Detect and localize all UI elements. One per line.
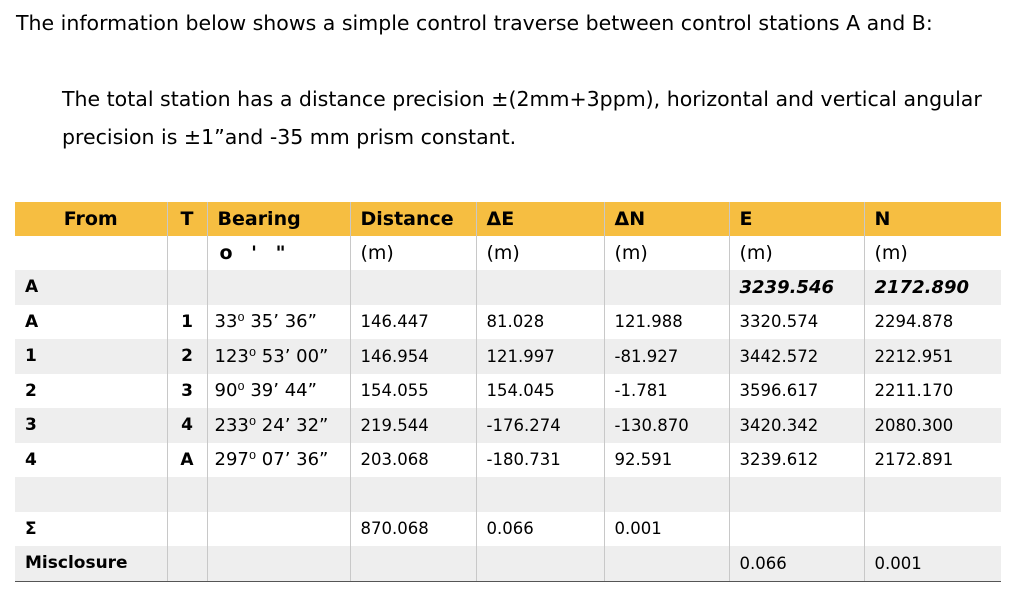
unit-t [167, 236, 207, 270]
instrument-details-paragraph: The total station has a distance precision ±(2mm+3ppm), horizontal and vertical angular precision is ±1”and -35 mm prism constant. [62, 87, 982, 149]
sum-row [15, 512, 1001, 547]
header-row [15, 202, 1001, 236]
table-row: A 1 33⁰ 35’ 36” 146.447 81.028 121.988 3320.574 2294.878 [15, 305, 1001, 340]
unit-n: (m) [864, 236, 1001, 270]
misclosure-row [15, 546, 1001, 581]
sum-delta-n: 0.001 [604, 512, 729, 547]
blank-row [15, 477, 1001, 512]
unit-delta-n: (m) [604, 236, 729, 270]
unit-from [15, 236, 167, 270]
table-row: 4 A 297⁰ 07’ 36” 203.068 -180.731 92.591 3239.612 2172.891 [15, 443, 1001, 478]
header-t: T [167, 202, 207, 236]
units-row [15, 236, 1001, 270]
table-row: 1 2 123⁰ 53’ 00” 146.954 121.997 -81.927 3442.572 2212.951 [15, 339, 1001, 374]
traverse-table [15, 202, 1001, 582]
misclosure-n: 0.001 [864, 546, 1001, 581]
misclosure-label: Misclosure [15, 546, 167, 581]
sum-label: Σ [25, 518, 37, 539]
unit-distance: (m) [350, 236, 476, 270]
header-distance: Distance [350, 202, 476, 236]
header-from: From [15, 202, 167, 236]
start-station: A [15, 270, 167, 305]
header-bearing: Bearing [207, 202, 350, 236]
unit-bearing: o ' " [207, 236, 350, 270]
intro-paragraph: The information below shows a simple control traverse between control stations A and B: [16, 11, 933, 35]
misclosure-e: 0.066 [729, 546, 864, 581]
unit-e: (m) [729, 236, 864, 270]
header-e: E [729, 202, 864, 236]
start-e: 3239.546 [729, 270, 864, 305]
header-delta-e: ΔE [476, 202, 604, 236]
header-n: N [864, 202, 1001, 236]
table-row: 3 4 233⁰ 24’ 32” 219.544 -176.274 -130.870 3420.342 2080.300 [15, 408, 1001, 443]
sum-distance: 870.068 [350, 512, 476, 547]
header-delta-n: ΔN [604, 202, 729, 236]
start-row [15, 270, 1001, 305]
unit-delta-e: (m) [476, 236, 604, 270]
sum-delta-e: 0.066 [476, 512, 604, 547]
start-n: 2172.890 [864, 270, 1001, 305]
table-row: 2 3 90⁰ 39’ 44” 154.055 154.045 -1.781 3596.617 2211.170 [15, 374, 1001, 409]
